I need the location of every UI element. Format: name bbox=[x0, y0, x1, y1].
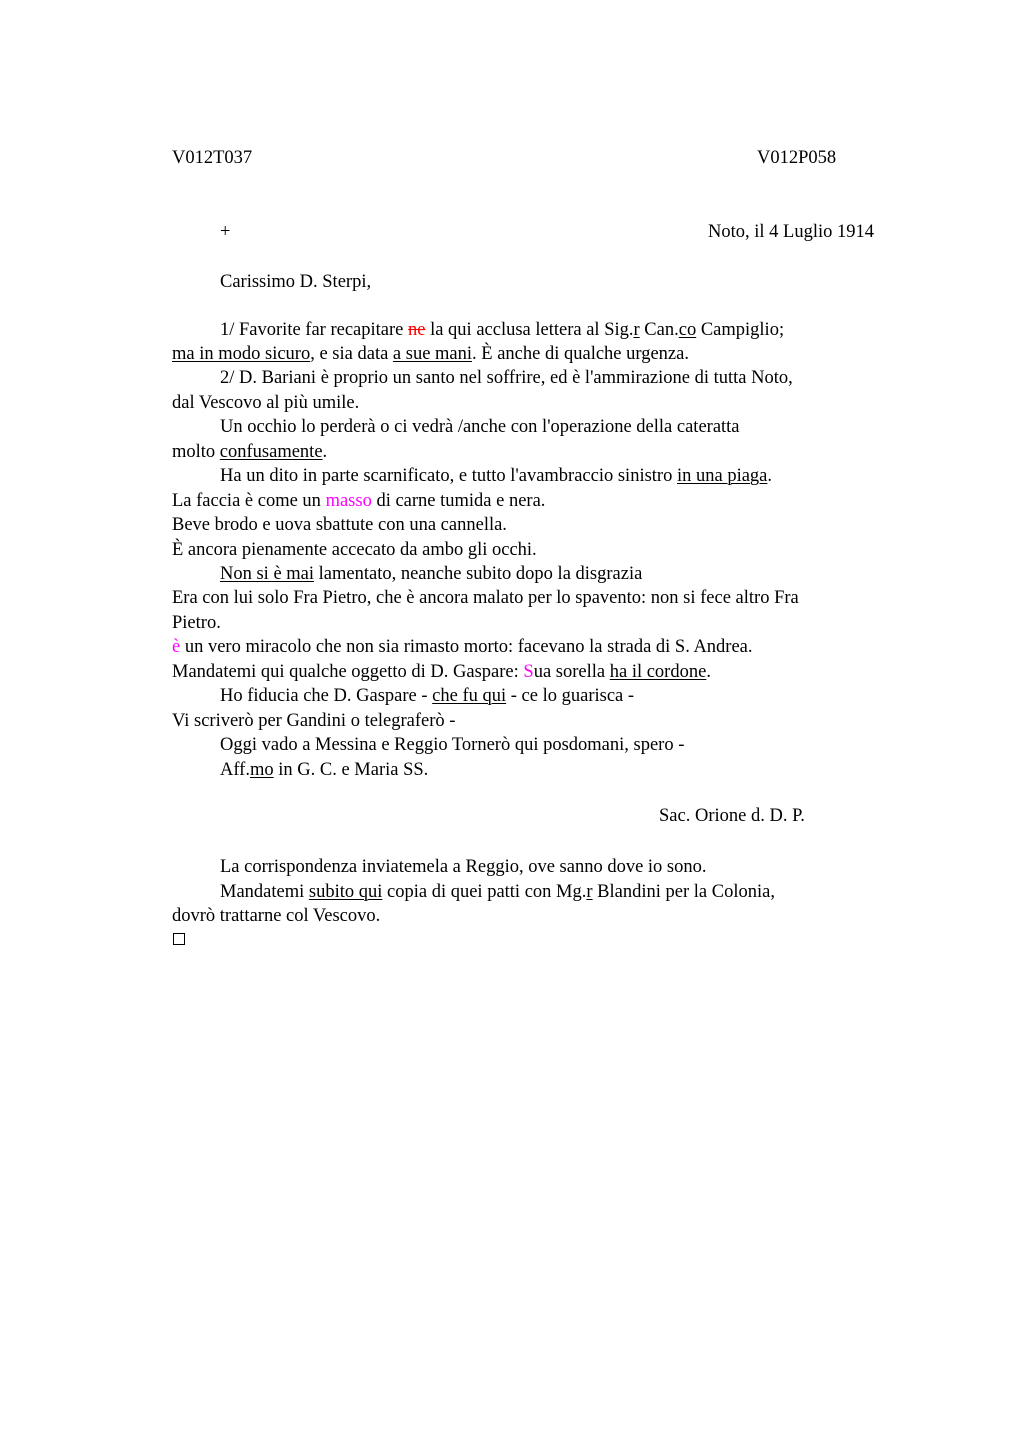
body-line: è un vero miracolo che non sia rimasto morto: facevano la strada di S. Andrea. bbox=[172, 637, 753, 657]
postscript-line: Mandatemi subito qui copia di quei patti con Mg.r Blandini per la Colonia, bbox=[220, 882, 775, 902]
body-line: Mandatemi qui qualche oggetto di D. Gaspare: Sua sorella ha il cordone. bbox=[172, 662, 711, 682]
postscript-line: dovrò trattarne col Vescovo. bbox=[172, 906, 381, 926]
highlighted-word: è bbox=[172, 637, 181, 657]
highlighted-letter: S bbox=[523, 662, 534, 682]
deleted-word: ne bbox=[407, 320, 426, 340]
body-line: Vi scriverò per Gandini o telegraferò - bbox=[172, 711, 456, 731]
body-line: Era con lui solo Fra Pietro, che è ancora malato per lo spavento: non si fece altro Fra bbox=[172, 588, 799, 608]
body-line: Beve brodo e uova sbattute con una cannella. bbox=[172, 515, 507, 535]
document-code-right: V012P058 bbox=[757, 148, 837, 168]
body-line: 2/ D. Bariani è proprio un santo nel soffrire, ed è l'ammirazione di tutta Noto, bbox=[220, 368, 793, 388]
body-line: Non si è mai lamentato, neanche subito dopo la disgrazia bbox=[220, 564, 643, 584]
body-line: Oggi vado a Messina e Reggio Tornerò qui posdomani, spero - bbox=[220, 735, 685, 755]
salutation: Carissimo D. Sterpi, bbox=[220, 272, 372, 292]
letter-date: Noto, il 4 Luglio 1914 bbox=[708, 222, 874, 242]
closing-line: Aff.mo in G. C. e Maria SS. bbox=[220, 760, 429, 780]
signature: Sac. Orione d. D. P. bbox=[659, 806, 805, 826]
body-line: 1/ Favorite far recapitare ne la qui acclusa lettera al Sig.r Can.co Campiglio; bbox=[220, 320, 785, 340]
body-line: La faccia è come un masso di carne tumida e nera. bbox=[172, 491, 546, 511]
body-line: dal Vescovo al più umile. bbox=[172, 393, 360, 413]
document-code-left: V012T037 bbox=[172, 148, 253, 168]
cross-symbol: + bbox=[220, 222, 231, 242]
postscript-line: La corrispondenza inviatemela a Reggio, ove sanno dove io sono. bbox=[220, 857, 707, 877]
end-square-icon bbox=[173, 933, 185, 945]
body-line: Un occhio lo perderà o ci vedrà /anche con l'operazione della cateratta bbox=[220, 417, 740, 437]
body-line: Ho fiducia che D. Gaspare - che fu qui - ce lo guarisca - bbox=[220, 686, 635, 706]
body-line: È ancora pienamente accecato da ambo gli occhi. bbox=[172, 540, 537, 560]
highlighted-word: masso bbox=[325, 491, 372, 511]
body-line: molto confusamente. bbox=[172, 442, 328, 462]
body-line: Pietro. bbox=[172, 613, 221, 633]
body-line: Ha un dito in parte scarnificato, e tutto l'avambraccio sinistro in una piaga. bbox=[220, 466, 773, 486]
body-line: ma in modo sicuro, e sia data a sue mani. È anche di qualche urgenza. bbox=[172, 344, 689, 364]
